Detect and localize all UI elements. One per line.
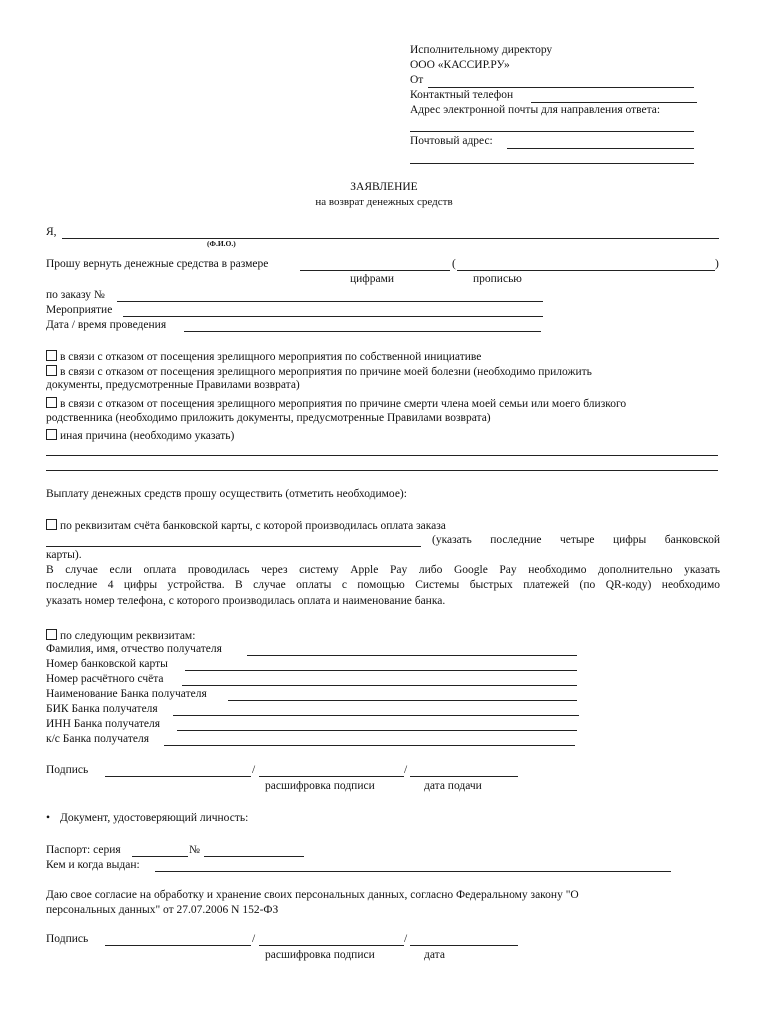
option-card[interactable]: по реквизитам счёта банковской карты, с которой производилась оплата заказа [46,519,446,533]
slash-4: / [404,933,408,945]
email-field[interactable] [410,131,694,132]
payment-note-2: последние 4 цифры устройства. В случае оплаты с помощью Системы быстрых платежей (по QR-коду) необходимо [46,579,720,591]
amount-words-field[interactable] [457,270,715,271]
signature-field-2[interactable] [105,945,251,946]
reason-own-initiative[interactable]: в связи с отказом от посещения зрелищного мероприятия по собственной инициативе [46,350,481,364]
payment-note-3: указать номер телефона, с которого производилась оплата и наименование банка. [46,595,446,607]
signature-decode-field[interactable] [259,776,404,777]
slash-1: / [252,764,256,776]
checkbox[interactable] [46,397,57,408]
datetime-field[interactable] [184,331,541,332]
signature-label: Подпись [46,764,89,776]
slash-2: / [404,764,408,776]
other-reason-field-2[interactable] [46,470,718,471]
postal-field-1[interactable] [507,148,694,149]
checkbox[interactable] [46,429,57,440]
inn-label: ИНН Банка получателя [46,718,161,730]
recipient-name-field[interactable] [247,655,577,656]
slash-3: / [252,933,256,945]
card-hint: (указать последние четыре цифры банковской [432,534,720,546]
passport-number-field[interactable] [204,856,304,857]
order-label: по заказу № [46,289,105,301]
consent-line-2: персональных данных" от 27.07.2006 N 152-ФЗ [46,904,279,916]
from-field[interactable] [428,87,694,88]
from-label: От [410,74,424,86]
date-field-2[interactable] [410,945,518,946]
passport-series-field[interactable] [132,856,188,857]
passport-number-label: № [189,844,200,856]
applicant-name-field[interactable] [62,238,719,239]
addressee-title: Исполнительному директору [410,44,553,56]
account-number-field[interactable] [182,685,577,686]
checkbox[interactable] [46,350,57,361]
card-number-label: Номер банковской карты [46,658,168,670]
applicant-prefix: Я, [46,226,57,238]
date-hint: дата подачи [424,780,482,792]
bank-name-label: Наименование Банка получателя [46,688,207,700]
inn-field[interactable] [177,730,577,731]
document-subtitle: на возврат денежных средств [315,196,453,208]
reason-death-continued: родственника (необходимо приложить документы, предусмотренные Правилами возврата) [46,412,491,424]
issued-field[interactable] [155,871,671,872]
fio-hint: (Ф.И.О.) [207,239,236,248]
phone-label: Контактный телефон [410,89,514,101]
signature-label-2: Подпись [46,933,89,945]
consent-line-1: Даю свое согласие на обработку и хранение своих персональных данных, согласно Федеральному закону "О [46,889,579,901]
addressee-company: ООО «КАССИР.РУ» [410,59,510,71]
issued-label: Кем и когда выдан: [46,859,140,871]
amount-digits-field[interactable] [300,270,450,271]
event-field[interactable] [123,316,543,317]
passport-label: Паспорт: серия [46,844,121,856]
checkbox[interactable] [46,519,57,530]
postal-label: Почтовый адрес: [410,135,493,147]
identity-title: Документ, удостоверяющий личность: [60,812,249,824]
email-label: Адрес электронной почты для направления ответа: [410,104,661,116]
postal-field-2[interactable] [410,163,694,164]
other-reason-field-1[interactable] [46,455,718,456]
card-digits-field[interactable] [46,546,421,547]
checkbox[interactable] [46,629,57,640]
account-number-label: Номер расчётного счёта [46,673,164,685]
decode-hint: расшифровка подписи [265,780,375,792]
words-hint: прописью [473,273,522,285]
document-title: ЗАЯВЛЕНИЕ [350,181,418,193]
datetime-label: Дата / время проведения [46,319,167,331]
card-number-field[interactable] [185,670,577,671]
card-hint-end: карты). [46,549,82,561]
reason-illness[interactable]: в связи с отказом от посещения зрелищного мероприятия по причине моей болезни (необходимо приложить [46,365,592,379]
decode-hint-2: расшифровка подписи [265,949,375,961]
bik-label: БИК Банка получателя [46,703,158,715]
paren-close: ) [715,258,719,270]
submission-date-field[interactable] [410,776,518,777]
reason-illness-continued: документы, предусмотренные Правилами возврата) [46,379,300,391]
phone-field[interactable] [531,102,697,103]
payment-intro: Выплату денежных средств прошу осуществить (отметить необходимое): [46,488,407,500]
digits-hint: цифрами [350,273,395,285]
recipient-name-label: Фамилия, имя, отчество получателя [46,643,222,655]
option-details[interactable]: по следующим реквизитам: [46,629,195,643]
date-hint-2: дата [424,949,445,961]
event-label: Мероприятие [46,304,113,316]
bank-name-field[interactable] [228,700,577,701]
order-number-field[interactable] [117,301,543,302]
refund-request-label: Прошу вернуть денежные средства в размере [46,258,269,270]
paren-open: ( [452,258,456,270]
signature-field[interactable] [105,776,251,777]
reason-other[interactable]: иная причина (необходимо указать) [46,429,234,443]
reason-death[interactable]: в связи с отказом от посещения зрелищного мероприятия по причине смерти члена моей семьи или моего близкого [46,397,626,411]
bullet: • [46,812,51,824]
payment-note-1: В случае если оплата проводилась через систему Apple Pay либо Google Pay необходимо дополнительно указать [46,564,720,576]
signature-decode-field-2[interactable] [259,945,404,946]
checkbox[interactable] [46,365,57,376]
corr-account-field[interactable] [164,745,575,746]
bik-field[interactable] [173,715,579,716]
corr-account-label: к/с Банка получателя [46,733,150,745]
